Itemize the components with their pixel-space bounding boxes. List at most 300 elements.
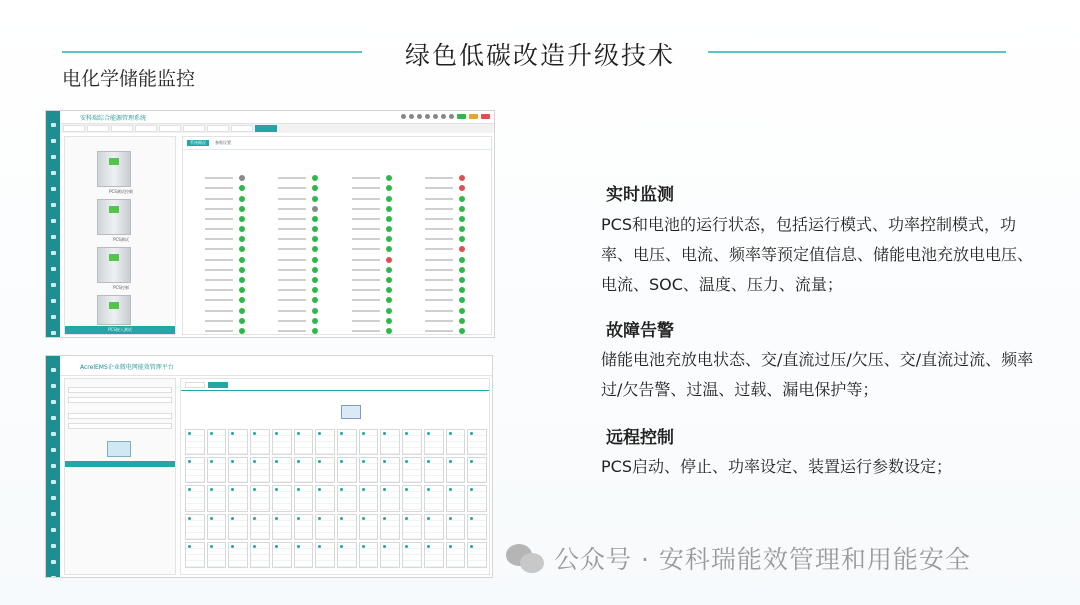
status-label (278, 187, 306, 189)
device-tile[interactable] (207, 542, 227, 568)
status-item (336, 297, 410, 303)
title-rule-left (62, 51, 362, 53)
status-label (352, 228, 380, 230)
status-dot-icon (239, 236, 245, 242)
status-dot-icon (459, 196, 465, 202)
status-dot-icon (459, 185, 465, 191)
device-tile[interactable] (380, 457, 400, 483)
status-label (425, 228, 453, 230)
status-label (205, 330, 233, 332)
status-item (410, 216, 484, 222)
status-label (425, 218, 453, 220)
section-body-monitor: PCS和电池的运行状态，包括运行模式、功率控制模式，功率、电压、电流、频率等预定值信息、储能电池充放电电压、电流、SOC、温度、压力、流量； (601, 215, 1034, 294)
status-item (336, 277, 410, 283)
status-item (263, 297, 337, 303)
select-field[interactable] (68, 423, 172, 429)
status-item (189, 185, 263, 191)
device-tile[interactable] (424, 542, 444, 568)
device-tile[interactable] (446, 542, 466, 568)
status-item (410, 307, 484, 313)
status-item (263, 318, 337, 324)
status-dot-icon (239, 246, 245, 252)
status-dot-icon (312, 267, 318, 273)
device-tile[interactable] (315, 514, 335, 540)
status-dot-icon (386, 297, 392, 303)
status-item (336, 195, 410, 201)
status-item (336, 246, 410, 252)
status-item (263, 226, 337, 232)
pcs-cabinet-icon[interactable] (97, 151, 131, 187)
status-dot-icon (459, 277, 465, 283)
status-item (189, 216, 263, 222)
device-tile[interactable] (272, 514, 292, 540)
device-footer[interactable]: PCS接入测试 (65, 326, 175, 334)
status-dot-icon (386, 236, 392, 242)
status-dot-icon (312, 236, 318, 242)
status-item (189, 226, 263, 232)
status-label (278, 289, 306, 291)
gateway-icon (341, 405, 361, 419)
status-dot-icon (239, 287, 245, 293)
status-dot-icon (386, 328, 392, 334)
status-label (425, 330, 453, 332)
device-tile[interactable] (250, 429, 270, 455)
status-item (263, 267, 337, 273)
device-tile[interactable] (207, 457, 227, 483)
status-dot-icon (386, 185, 392, 191)
device-tile[interactable] (467, 542, 487, 568)
status-label (205, 187, 233, 189)
device-tile[interactable] (359, 485, 379, 511)
status-item (410, 206, 484, 212)
status-item (263, 277, 337, 283)
device-list (64, 136, 176, 335)
device-tile[interactable] (380, 429, 400, 455)
status-dot-icon (239, 226, 245, 232)
device-tile[interactable] (337, 514, 357, 540)
device-tile[interactable] (272, 457, 292, 483)
status-dot-icon (386, 175, 392, 181)
select-field[interactable] (68, 387, 172, 393)
status-label (352, 269, 380, 271)
status-dot-icon (386, 287, 392, 293)
status-item (336, 216, 410, 222)
status-label (352, 279, 380, 281)
status-dot-icon (239, 206, 245, 212)
status-label (205, 269, 233, 271)
device-tile[interactable] (402, 457, 422, 483)
status-label (352, 259, 380, 261)
status-label (425, 299, 453, 301)
left-panel (64, 378, 176, 575)
status-dot-icon (459, 216, 465, 222)
status-dot-icon (312, 216, 318, 222)
device-tile[interactable] (359, 542, 379, 568)
status-dot-icon (386, 216, 392, 222)
device-tile[interactable] (337, 542, 357, 568)
status-item (263, 195, 337, 201)
status-item (336, 175, 410, 181)
status-item (189, 297, 263, 303)
status-label (352, 198, 380, 200)
status-item (336, 307, 410, 313)
device-tile[interactable] (446, 485, 466, 511)
device-tile[interactable] (380, 485, 400, 511)
status-label (425, 208, 453, 210)
slide-subtitle: 电化学储能监控 (62, 68, 196, 90)
slide-title: 绿色低碳改造升级技术 (404, 41, 675, 70)
status-label (278, 218, 306, 220)
status-label (425, 289, 453, 291)
status-label (205, 299, 233, 301)
device-tile[interactable] (250, 514, 270, 540)
device-tile[interactable] (467, 485, 487, 511)
status-dot-icon (459, 287, 465, 293)
status-dot-icon (459, 308, 465, 314)
pcs-cabinet-icon[interactable] (97, 247, 131, 283)
device-tile[interactable] (250, 485, 270, 511)
status-dot-icon (459, 297, 465, 303)
status-screenshot (45, 110, 495, 338)
status-label (425, 310, 453, 312)
status-label (278, 228, 306, 230)
status-item (263, 175, 337, 181)
status-label (278, 269, 306, 271)
device-tile[interactable] (185, 457, 205, 483)
status-dot-icon (386, 246, 392, 252)
status-dot-icon (459, 328, 465, 334)
status-label (425, 248, 453, 250)
status-item (410, 236, 484, 242)
device-tile[interactable] (467, 457, 487, 483)
status-item (189, 318, 263, 324)
status-label (352, 320, 380, 322)
status-item (263, 216, 337, 222)
status-label (278, 259, 306, 261)
status-item (263, 307, 337, 313)
device-tile[interactable] (467, 429, 487, 455)
status-item (336, 206, 410, 212)
status-grid (189, 175, 483, 334)
status-label (425, 177, 453, 179)
status-label (352, 208, 380, 210)
status-item (336, 257, 410, 263)
device-tile[interactable] (359, 514, 379, 540)
status-label (205, 310, 233, 312)
status-item (189, 206, 263, 212)
status-label (352, 330, 380, 332)
status-label (278, 238, 306, 240)
status-item (410, 175, 484, 181)
status-label (278, 177, 306, 179)
menu-bar (60, 124, 494, 133)
status-label (205, 259, 233, 261)
topology-panel (180, 378, 490, 575)
status-item (336, 318, 410, 324)
status-dot-icon (312, 308, 318, 314)
status-label (425, 279, 453, 281)
device-tile[interactable] (337, 429, 357, 455)
status-dot-icon (239, 216, 245, 222)
panel-tabs (185, 382, 228, 388)
device-tile[interactable] (337, 457, 357, 483)
device-tile[interactable] (402, 485, 422, 511)
device-tile[interactable] (294, 457, 314, 483)
device-tile[interactable] (315, 542, 335, 568)
device-tile[interactable] (467, 514, 487, 540)
section-heading-control: 远程控制 (606, 428, 674, 448)
status-label (352, 177, 380, 179)
status-dot-icon (312, 318, 318, 324)
device-tile[interactable] (228, 429, 248, 455)
header-icons (401, 114, 490, 119)
status-label (352, 310, 380, 312)
app-header (60, 356, 492, 376)
status-item (410, 267, 484, 273)
status-label (205, 228, 233, 230)
status-label (425, 259, 453, 261)
status-dot-icon (386, 226, 392, 232)
device-tile[interactable] (315, 457, 335, 483)
status-label (205, 208, 233, 210)
status-item (410, 226, 484, 232)
status-item (263, 206, 337, 212)
status-label (352, 187, 380, 189)
monitor-icon (107, 441, 131, 457)
status-label (205, 238, 233, 240)
device-tile[interactable] (446, 429, 466, 455)
device-tile[interactable] (294, 542, 314, 568)
device-tile[interactable] (185, 485, 205, 511)
device-tile[interactable] (250, 542, 270, 568)
status-item (263, 257, 337, 263)
device-tile[interactable] (228, 457, 248, 483)
device-tile[interactable] (207, 514, 227, 540)
device-tile[interactable] (337, 485, 357, 511)
status-label (205, 198, 233, 200)
status-dot-icon (312, 185, 318, 191)
status-label (352, 299, 380, 301)
status-dot-icon (239, 175, 245, 181)
status-item (336, 267, 410, 273)
status-item (336, 226, 410, 232)
status-dot-icon (312, 328, 318, 334)
status-dot-icon (312, 287, 318, 293)
status-dot-icon (239, 308, 245, 314)
device-tile[interactable] (294, 485, 314, 511)
status-label (425, 238, 453, 240)
side-nav-rail (46, 111, 60, 337)
status-item (263, 328, 337, 334)
device-tile[interactable] (424, 514, 444, 540)
status-dot-icon (312, 206, 318, 212)
status-label (352, 238, 380, 240)
status-dot-icon (239, 196, 245, 202)
device-tile[interactable] (185, 429, 205, 455)
status-item (263, 287, 337, 293)
device-tile[interactable] (207, 485, 227, 511)
device-tile[interactable] (402, 542, 422, 568)
status-item (189, 277, 263, 283)
divider (181, 390, 489, 391)
device-tile[interactable] (228, 485, 248, 511)
status-dot-icon (386, 318, 392, 324)
status-label (425, 198, 453, 200)
status-label (278, 198, 306, 200)
device-tile[interactable] (185, 542, 205, 568)
device-tile[interactable] (402, 429, 422, 455)
status-label (278, 310, 306, 312)
device-label: PCS测试控制 (109, 189, 133, 194)
status-item (189, 287, 263, 293)
status-dot-icon (386, 277, 392, 283)
status-label (425, 269, 453, 271)
app-title: 安科瑞综合能源管理系统 (80, 115, 147, 122)
status-item (189, 307, 263, 313)
platform-screenshot (45, 355, 493, 578)
status-item (263, 246, 337, 252)
device-tile[interactable] (446, 514, 466, 540)
status-label (205, 279, 233, 281)
status-label (278, 330, 306, 332)
status-label (205, 248, 233, 250)
status-dot-icon (312, 297, 318, 303)
device-tile[interactable] (424, 485, 444, 511)
status-dot-icon (312, 257, 318, 263)
section-body-control: PCS启动、停止、功率设定、装置运行参数设定； (601, 457, 952, 476)
status-item (189, 267, 263, 273)
status-item (263, 185, 337, 191)
status-dot-icon (239, 257, 245, 263)
device-tile[interactable] (359, 429, 379, 455)
status-dot-icon (312, 246, 318, 252)
status-label (278, 248, 306, 250)
status-item (410, 257, 484, 263)
status-label (278, 208, 306, 210)
status-dot-icon (459, 175, 465, 181)
status-dot-icon (239, 328, 245, 334)
device-grid (185, 429, 487, 568)
status-label (425, 187, 453, 189)
title-rule-right (708, 51, 1006, 53)
device-tile[interactable] (185, 514, 205, 540)
tab-params[interactable]: 参数设置 (215, 140, 231, 145)
section-body-alarm: 储能电池充放电状态、交/直流过压/欠压、交/直流过流、频率过/欠告警、过温、过载、漏电保护等； (601, 350, 1034, 399)
status-dot-icon (239, 297, 245, 303)
status-item (189, 328, 263, 334)
device-tile[interactable] (294, 429, 314, 455)
device-tile[interactable] (424, 457, 444, 483)
device-tile[interactable] (380, 514, 400, 540)
status-item (410, 297, 484, 303)
status-item (189, 236, 263, 242)
pcs-cabinet-icon[interactable] (97, 199, 131, 235)
status-dot-icon (312, 226, 318, 232)
status-dot-icon (312, 175, 318, 181)
tab[interactable] (185, 382, 205, 388)
device-tile[interactable] (207, 429, 227, 455)
device-tile[interactable] (380, 542, 400, 568)
status-item (189, 195, 263, 201)
device-tile[interactable] (272, 429, 292, 455)
tab-overview[interactable]: 系统概况 (187, 140, 209, 146)
device-tile[interactable] (359, 457, 379, 483)
pcs-cabinet-icon[interactable] (97, 295, 131, 325)
device-label: PCS控制 (113, 285, 129, 290)
query-button[interactable] (65, 461, 175, 467)
tab[interactable] (208, 382, 228, 388)
section-heading-alarm: 故障告警 (606, 321, 674, 341)
status-item (410, 185, 484, 191)
device-tile[interactable] (272, 485, 292, 511)
status-item (336, 236, 410, 242)
device-tile[interactable] (424, 429, 444, 455)
status-label (425, 320, 453, 322)
status-item (410, 246, 484, 252)
status-dot-icon (459, 246, 465, 252)
device-tile[interactable] (315, 485, 335, 511)
status-label (205, 320, 233, 322)
device-tile[interactable] (250, 457, 270, 483)
status-dot-icon (239, 318, 245, 324)
device-tile[interactable] (294, 514, 314, 540)
status-dot-icon (386, 206, 392, 212)
app-title: AcrelEMS企业微电网能效管理平台 (80, 364, 174, 371)
status-label (205, 289, 233, 291)
status-dot-icon (312, 196, 318, 202)
status-item (189, 175, 263, 181)
status-item (410, 318, 484, 324)
status-dot-icon (386, 257, 392, 263)
device-tile[interactable] (315, 429, 335, 455)
status-dot-icon (459, 236, 465, 242)
status-item (263, 236, 337, 242)
status-dot-icon (459, 267, 465, 273)
status-tabs (183, 137, 491, 150)
status-dot-icon (459, 318, 465, 324)
status-item (410, 195, 484, 201)
status-label (278, 279, 306, 281)
status-dot-icon (386, 196, 392, 202)
device-tile[interactable] (446, 457, 466, 483)
device-tile[interactable] (228, 514, 248, 540)
side-nav-rail (46, 356, 60, 577)
select-field[interactable] (68, 397, 172, 403)
status-item (336, 328, 410, 334)
status-dot-icon (386, 267, 392, 273)
status-label (205, 177, 233, 179)
select-field[interactable] (68, 413, 172, 419)
app-header (60, 111, 494, 124)
status-dot-icon (459, 257, 465, 263)
watermark (506, 540, 971, 576)
status-dot-icon (386, 308, 392, 314)
status-label (278, 320, 306, 322)
status-item (189, 246, 263, 252)
device-tile[interactable] (402, 514, 422, 540)
status-panel (182, 136, 492, 335)
device-tile[interactable] (228, 542, 248, 568)
device-tile[interactable] (272, 542, 292, 568)
status-label (352, 218, 380, 220)
status-dot-icon (459, 206, 465, 212)
status-label (278, 299, 306, 301)
status-item (336, 287, 410, 293)
status-dot-icon (239, 277, 245, 283)
watermark-text: 公众号 · 安科瑞能效管理和用能安全 (554, 545, 971, 574)
status-dot-icon (459, 226, 465, 232)
wechat-logo-icon (506, 542, 546, 574)
